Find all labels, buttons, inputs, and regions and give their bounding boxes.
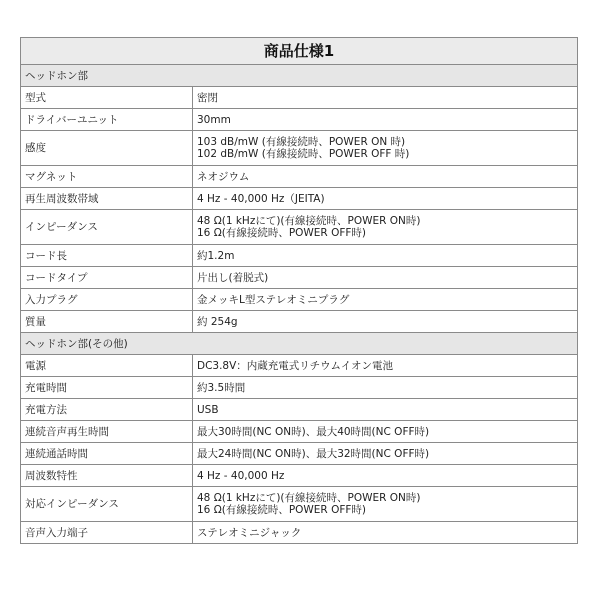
spec-label: 入力プラグ [21,289,193,311]
spec-value-line: 16 Ω(有線接続時、POWER OFF時) [197,227,367,239]
table-row [21,355,578,377]
table-row [21,109,578,131]
spec-value-line: 103 dB/mW (有線接続時、POWER ON 時) [197,136,406,148]
spec-label: 型式 [21,87,193,109]
table-row [21,87,578,109]
spec-label: 音声入力端子 [21,522,193,544]
table-row [21,166,578,188]
table-row [21,465,578,487]
table-row [21,377,578,399]
spec-value [193,166,578,188]
spec-value-line: 約 254g [197,315,238,328]
spec-value [193,188,578,210]
spec-label: 充電時間 [21,377,193,399]
spec-value [193,311,578,333]
table-row [21,522,578,544]
spec-value [193,109,578,131]
spec-body [21,65,578,544]
spec-value-line: USB [197,403,219,416]
table-row [21,421,578,443]
spec-value-line: 密閉 [197,91,218,104]
table-row [21,443,578,465]
spec-value [193,87,578,109]
spec-label: ドライバーユニット [21,109,193,131]
spec-value-line: 4 Hz - 40,000 Hz（JEITA) [197,192,325,205]
spec-label: コードタイプ [21,267,193,289]
spec-value-line: 最大30時間(NC ON時)、最大40時間(NC OFF時) [197,425,430,438]
spec-value [193,289,578,311]
spec-value-line: 約3.5時間 [197,381,246,394]
section-header-row [21,65,578,87]
section-header-row [21,333,578,355]
spec-value-line: 48 Ω(1 kHzにて)(有線接続時、POWER ON時) [197,492,421,504]
spec-value [193,245,578,267]
spec-label: インピーダンス [21,210,193,245]
spec-label: 周波数特性 [21,465,193,487]
spec-label: 感度 [21,131,193,166]
spec-label: 連続音声再生時間 [21,421,193,443]
table-title: 商品仕様1 [21,38,578,65]
section-heading: ヘッドホン部 [21,65,578,87]
spec-value [193,210,578,245]
table-row [21,289,578,311]
spec-value [193,399,578,421]
spec-value-line: ネオジウム [197,170,250,183]
spec-label: 連続通話時間 [21,443,193,465]
spec-value [193,131,578,166]
spec-value-line: ステレオミニジャック [197,526,302,539]
spec-label: コード長 [21,245,193,267]
title-row [21,38,578,65]
spec-value-line: 48 Ω(1 kHzにて)(有線接続時、POWER ON時) [197,215,421,227]
spec-table [20,37,578,544]
spec-value [193,355,578,377]
table-row [21,267,578,289]
spec-value-line: DC3.8V：内蔵充電式リチウムイオン電池 [197,359,393,372]
table-row [21,399,578,421]
spec-label: マグネット [21,166,193,188]
spec-value [193,267,578,289]
table-row [21,210,578,245]
spec-value-line: 16 Ω(有線接続時、POWER OFF時) [197,504,367,516]
spec-value-line: 最大24時間(NC ON時)、最大32時間(NC OFF時) [197,447,430,460]
spec-value-line: 4 Hz - 40,000 Hz [197,469,285,482]
spec-value-line: 約1.2m [197,249,235,262]
spec-value [193,377,578,399]
spec-value [193,443,578,465]
spec-label: 再生周波数帯域 [21,188,193,210]
spec-label: 電源 [21,355,193,377]
table-row [21,311,578,333]
spec-value-line: 102 dB/mW (有線接続時、POWER OFF 時) [197,148,410,160]
spec-value-line: 金メッキL型ステレオミニプラグ [197,293,350,306]
spec-label: 対応インピーダンス [21,487,193,522]
spec-value [193,465,578,487]
spec-value [193,421,578,443]
table-row [21,487,578,522]
spec-value [193,522,578,544]
spec-value [193,487,578,522]
section-heading: ヘッドホン部(その他) [21,333,578,355]
spec-label: 充電方法 [21,399,193,421]
spec-value-line: 30mm [197,113,231,126]
spec-label: 質量 [21,311,193,333]
spec-value-line: 片出し(着脱式) [197,271,269,284]
table-row [21,245,578,267]
table-row [21,131,578,166]
table-row [21,188,578,210]
